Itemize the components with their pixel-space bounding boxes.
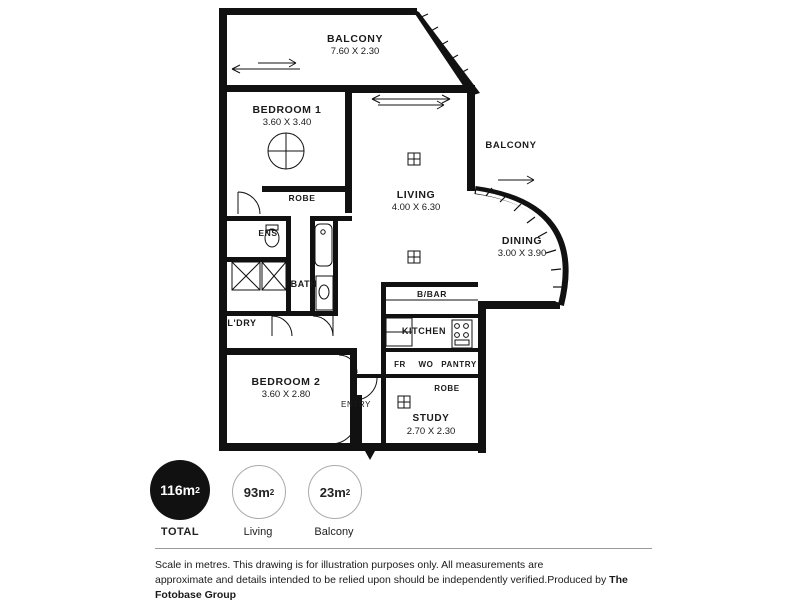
total-area-value: 116m (160, 482, 196, 498)
room-label: BALCONY 7.60 X 2.30 (326, 33, 384, 58)
balcony-area-badge (308, 465, 362, 519)
room-label: ROBE (288, 193, 316, 203)
room-label: BATH (290, 279, 318, 289)
total-area-caption: TOTAL (160, 526, 200, 538)
area-summary (150, 460, 400, 545)
room-label: BEDROOM 2 3.60 X 2.80 (251, 376, 321, 401)
room-label: B/BAR (417, 289, 447, 299)
total-area-sup: 2 (195, 485, 200, 495)
room-label: PANTRY (441, 360, 477, 369)
room-label: BEDROOM 1 3.60 X 3.40 (252, 104, 322, 129)
balcony-area-caption: Balcony (314, 526, 354, 538)
footer-divider (155, 548, 652, 549)
room-label: LIVING 4.00 X 6.30 (391, 189, 441, 214)
produced-by-label: Produced by (547, 574, 610, 587)
living-area-badge (232, 465, 286, 519)
balcony-area-sup: 2 (345, 487, 351, 497)
room-label: KITCHEN (401, 326, 447, 336)
room-label: ENTRY (341, 400, 371, 409)
room-label: WO (418, 360, 434, 369)
disclaimer-line-1: Scale in metres. This drawing is for illustration purposes only. All measurements are (155, 559, 544, 571)
room-label: BALCONY (485, 140, 537, 151)
room-label: STUDY 2.70 X 2.30 (406, 413, 456, 437)
living-area-caption: Living (243, 526, 273, 538)
living-area-sup: 2 (269, 487, 275, 497)
brand-name: The Fotobase Group (155, 574, 628, 602)
room-label: FR (394, 360, 406, 369)
room-label: ROBE (434, 384, 460, 393)
room-label: L'DRY (227, 318, 257, 328)
balcony-area-value: 23m (319, 484, 346, 500)
room-label: DINING 3.00 X 3.90 (497, 235, 547, 260)
bay-window-glazing (476, 188, 563, 302)
disclaimer (155, 558, 655, 604)
disclaimer-line-2: approximate and details intended to be relied upon should be independently verified. (155, 574, 548, 587)
total-area-badge (150, 460, 210, 520)
room-label: ENS (258, 228, 278, 238)
living-area-value: 93m (243, 484, 270, 500)
